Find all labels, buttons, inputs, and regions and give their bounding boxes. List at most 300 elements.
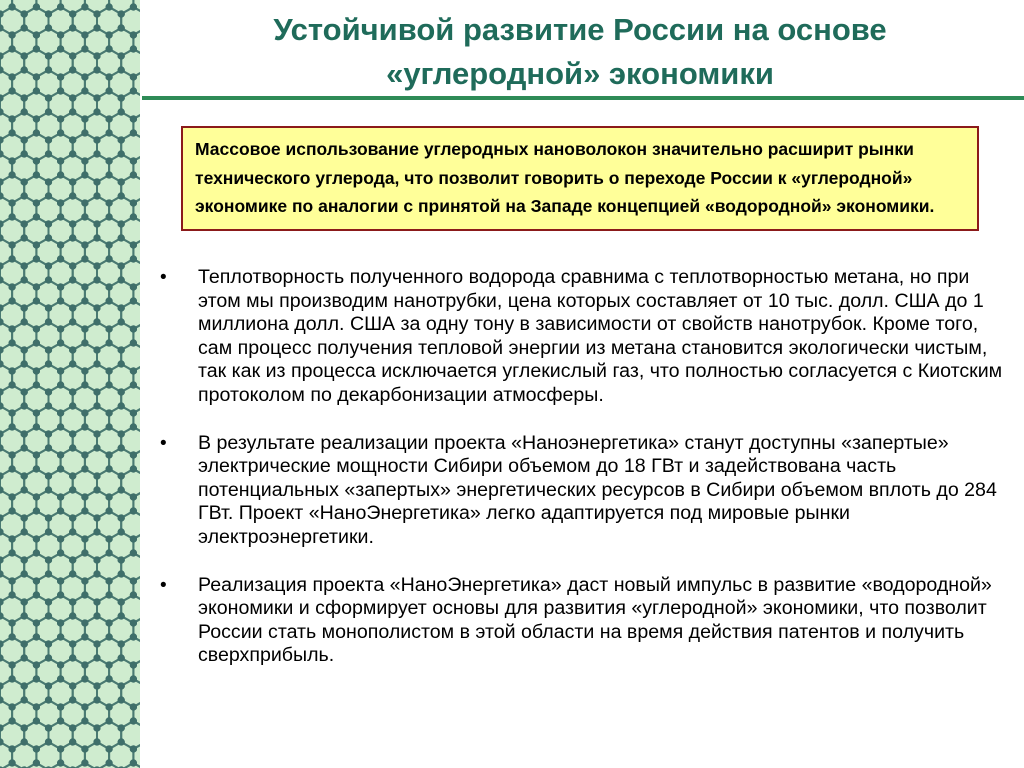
lattice-atom (130, 325, 137, 332)
lattice-atom (93, 696, 100, 703)
lattice-hexagon (121, 679, 140, 707)
lattice-atom (93, 150, 100, 157)
lattice-hexagon (121, 175, 140, 203)
lattice-atom (21, 262, 28, 269)
lattice-atom (33, 213, 40, 220)
lattice-atom (45, 346, 52, 353)
lattice-atom (69, 570, 76, 577)
lattice-atom (106, 255, 113, 262)
lattice-atom (81, 465, 88, 472)
lattice-atom (45, 66, 52, 73)
lattice-atom (130, 381, 137, 388)
lattice-atom (69, 66, 76, 73)
lattice-atom (130, 213, 137, 220)
lattice-atom (45, 388, 52, 395)
lattice-atom (106, 157, 113, 164)
lattice-atom (9, 367, 16, 374)
lattice-atom (9, 633, 16, 640)
lattice-atom (57, 381, 64, 388)
lattice-atom (57, 409, 64, 416)
lattice-atom (45, 402, 52, 409)
lattice-atom (45, 514, 52, 521)
lattice-atom (45, 220, 52, 227)
lattice-atom (21, 570, 28, 577)
lattice-atom (45, 108, 52, 115)
lattice-atom (9, 283, 16, 290)
lattice-atom (69, 444, 76, 451)
callout-box: Массовое использование углеродных нановолокон значительно расширит рынки технического углерода, что позволит говорить о переходе России к «углеродной» экономике по аналогии с принятой на Западе концепцией «водородной» экономики. (181, 126, 979, 231)
lattice-atom (81, 45, 88, 52)
lattice-atom (57, 703, 64, 710)
lattice-atom (45, 570, 52, 577)
lattice-atom (45, 556, 52, 563)
lattice-atom (33, 367, 40, 374)
lattice-atom (21, 220, 28, 227)
lattice-atom (9, 675, 16, 682)
lattice-atom (118, 220, 125, 227)
lattice-atom (21, 360, 28, 367)
lattice-atom (81, 703, 88, 710)
lattice-atom (69, 514, 76, 521)
lattice-atom (118, 304, 125, 311)
lattice-atom (57, 577, 64, 584)
lattice-atom (33, 325, 40, 332)
lattice-atom (81, 549, 88, 556)
lattice-atom (9, 31, 16, 38)
lattice-atom (21, 598, 28, 605)
lattice-atom (69, 696, 76, 703)
bullet-text: Реализация проекта «НаноЭнергетика» даст новый импульс в развитие «водородной» экономики и сформирует основы для развития «углеродной» экономики, что позволит России стать монополистом в этой области на время действия патентов и получить сверхприбыль. (198, 573, 992, 667)
lattice-atom (21, 66, 28, 73)
lattice-atom (93, 570, 100, 577)
lattice-atom (45, 430, 52, 437)
lattice-atom (33, 451, 40, 458)
lattice-atom (45, 304, 52, 311)
lattice-atom (9, 759, 16, 766)
lattice-atom (33, 465, 40, 472)
lattice-atom (45, 52, 52, 59)
lattice-atom (81, 759, 88, 766)
lattice-atom (93, 234, 100, 241)
lattice-atom (57, 241, 64, 248)
lattice-atom (21, 640, 28, 647)
lattice-atom (33, 73, 40, 80)
lattice-atom (45, 724, 52, 731)
lattice-atom (118, 738, 125, 745)
lattice-atom (21, 654, 28, 661)
title-line-2: «углеродной» экономики (386, 56, 774, 91)
lattice-atom (69, 388, 76, 395)
title-line-1: Устойчивой развитие России на основе (273, 12, 887, 47)
lattice-atom (33, 549, 40, 556)
lattice-atom (45, 360, 52, 367)
lattice-atom (57, 297, 64, 304)
lattice-atom (93, 360, 100, 367)
title-divider (142, 96, 1024, 100)
lattice-atom (45, 318, 52, 325)
lattice-atom (118, 472, 125, 479)
lattice-atom (33, 283, 40, 290)
lattice-hexagon (121, 385, 140, 413)
lattice-atom (81, 115, 88, 122)
lattice-atom (21, 528, 28, 535)
lattice-atom (93, 66, 100, 73)
lattice-atom (9, 87, 16, 94)
lattice-hexagon (121, 469, 140, 497)
lattice-atom (33, 633, 40, 640)
lattice-atom (9, 157, 16, 164)
lattice-atom (118, 640, 125, 647)
nanotube-lattice-graphic (0, 0, 140, 768)
lattice-atom (118, 486, 125, 493)
lattice-atom (81, 745, 88, 752)
lattice-atom (81, 367, 88, 374)
lattice-atom (93, 24, 100, 31)
lattice-atom (57, 717, 64, 724)
lattice-atom (69, 52, 76, 59)
lattice-atom (69, 472, 76, 479)
lattice-atom (93, 472, 100, 479)
lattice-atom (21, 304, 28, 311)
lattice-atom (118, 528, 125, 535)
lattice-atom (57, 171, 64, 178)
lattice-atom (106, 31, 113, 38)
lattice-atom (118, 108, 125, 115)
lattice-hexagon (121, 7, 140, 35)
lattice-atom (57, 549, 64, 556)
lattice-atom (130, 465, 137, 472)
lattice-atom (93, 304, 100, 311)
lattice-atom (69, 24, 76, 31)
lattice-atom (81, 213, 88, 220)
bullet-list (160, 266, 1005, 692)
lattice-atom (21, 612, 28, 619)
lattice-atom (69, 612, 76, 619)
lattice-atom (130, 633, 137, 640)
lattice-atom (106, 199, 113, 206)
lattice-atom (33, 661, 40, 668)
lattice-atom (57, 45, 64, 52)
list-item (160, 266, 1005, 408)
lattice-atom (9, 493, 16, 500)
lattice-atom (118, 570, 125, 577)
lattice-atom (57, 325, 64, 332)
lattice-atom (69, 640, 76, 647)
lattice-atom (33, 45, 40, 52)
lattice-atom (93, 654, 100, 661)
lattice-atom (130, 157, 137, 164)
lattice-atom (57, 591, 64, 598)
lattice-atom (81, 199, 88, 206)
lattice-atom (106, 129, 113, 136)
lattice-atom (57, 339, 64, 346)
lattice-atom (118, 430, 125, 437)
lattice-atom (93, 220, 100, 227)
lattice-atom (93, 388, 100, 395)
lattice-atom (45, 276, 52, 283)
lattice-hexagon (121, 553, 140, 581)
lattice-atom (81, 31, 88, 38)
lattice-atom (57, 129, 64, 136)
lattice-atom (69, 430, 76, 437)
lattice-atom (106, 381, 113, 388)
lattice-atom (93, 318, 100, 325)
lattice-atom (21, 94, 28, 101)
lattice-atom (130, 451, 137, 458)
lattice-atom (69, 220, 76, 227)
lattice-atom (106, 661, 113, 668)
lattice-hexagon (121, 637, 140, 665)
lattice-atom (21, 682, 28, 689)
lattice-atom (81, 633, 88, 640)
lattice-hexagon (121, 259, 140, 287)
lattice-atom (9, 661, 16, 668)
lattice-atom (106, 675, 113, 682)
lattice-atom (21, 402, 28, 409)
lattice-atom (81, 507, 88, 514)
lattice-atom (130, 297, 137, 304)
lattice-atom (45, 682, 52, 689)
lattice-atom (118, 94, 125, 101)
lattice-atom (130, 675, 137, 682)
lattice-atom (118, 402, 125, 409)
lattice-atom (33, 493, 40, 500)
lattice-atom (57, 255, 64, 262)
lattice-atom (9, 129, 16, 136)
lattice-atom (93, 486, 100, 493)
lattice-atom (9, 507, 16, 514)
lattice-atom (118, 654, 125, 661)
lattice-atom (81, 423, 88, 430)
lattice-atom (33, 759, 40, 766)
lattice-atom (69, 108, 76, 115)
lattice-atom (9, 703, 16, 710)
lattice-atom (9, 409, 16, 416)
lattice-atom (9, 339, 16, 346)
lattice-atom (57, 619, 64, 626)
lattice-atom (9, 423, 16, 430)
lattice-atom (106, 535, 113, 542)
lattice-atom (81, 339, 88, 346)
lattice-atom (21, 150, 28, 157)
lattice-atom (130, 423, 137, 430)
lattice-atom (93, 192, 100, 199)
lattice-atom (69, 192, 76, 199)
lattice-atom (45, 696, 52, 703)
lattice-atom (9, 717, 16, 724)
lattice-atom (9, 381, 16, 388)
lattice-atom (33, 171, 40, 178)
lattice-atom (33, 87, 40, 94)
lattice-atom (118, 66, 125, 73)
lattice-atom (45, 192, 52, 199)
lattice-atom (21, 696, 28, 703)
lattice-atom (106, 507, 113, 514)
lattice-atom (130, 31, 137, 38)
lattice-atom (33, 129, 40, 136)
lattice-atom (106, 73, 113, 80)
lattice-atom (9, 297, 16, 304)
lattice-atom (93, 346, 100, 353)
lattice-atom (57, 367, 64, 374)
lattice-atom (130, 3, 137, 10)
lattice-atom (9, 325, 16, 332)
lattice-atom (118, 388, 125, 395)
lattice-atom (45, 640, 52, 647)
lattice-atom (57, 283, 64, 290)
lattice-atom (81, 577, 88, 584)
lattice-atom (9, 549, 16, 556)
lattice-atom (130, 409, 137, 416)
nanotube-lattice-image (0, 0, 140, 768)
lattice-atom (93, 94, 100, 101)
lattice-atom (21, 136, 28, 143)
lattice-atom (57, 759, 64, 766)
lattice-atom (33, 3, 40, 10)
lattice-atom (57, 465, 64, 472)
lattice-atom (106, 759, 113, 766)
lattice-atom (106, 619, 113, 626)
lattice-hexagon (121, 91, 140, 119)
lattice-atom (69, 654, 76, 661)
list-item (160, 432, 1005, 550)
lattice-atom (33, 577, 40, 584)
lattice-atom (130, 129, 137, 136)
lattice-atom (21, 738, 28, 745)
lattice-atom (93, 682, 100, 689)
lattice-atom (81, 255, 88, 262)
lattice-atom (45, 136, 52, 143)
lattice-atom (57, 493, 64, 500)
lattice-atom (9, 465, 16, 472)
lattice-atom (130, 703, 137, 710)
lattice-atom (45, 178, 52, 185)
lattice-atom (33, 339, 40, 346)
lattice-atom (69, 94, 76, 101)
lattice-atom (118, 598, 125, 605)
lattice-atom (33, 619, 40, 626)
lattice-atom (130, 255, 137, 262)
lattice-atom (69, 318, 76, 325)
lattice-atom (93, 136, 100, 143)
lattice-atom (130, 199, 137, 206)
lattice-atom (81, 283, 88, 290)
lattice-atom (33, 199, 40, 206)
lattice-atom (81, 591, 88, 598)
bullet-text: Теплотворность полученного водорода сравнима с теплотворностью метана, но при этом мы производим нанотрубки, цена которых составляет от 10 тыс. долл. США до 1 миллиона долл. США за одну тону в зависимости от свойств нанотрубок. Кроме того, сам процесс получения тепловой энергии из метана становится экологически чистым, так как из процесса исключается углекислый газ, что полностью согласуется с Киотским протоколом по декарбонизации атмосферы. (198, 266, 1003, 406)
lattice-atom (130, 535, 137, 542)
lattice-atom (130, 241, 137, 248)
lattice-atom (33, 745, 40, 752)
lattice-atom (69, 262, 76, 269)
lattice-atom (81, 717, 88, 724)
lattice-atom (93, 598, 100, 605)
lattice-atom (130, 507, 137, 514)
lattice-atom (106, 283, 113, 290)
lattice-atom (21, 10, 28, 17)
lattice-atom (93, 514, 100, 521)
lattice-atom (93, 444, 100, 451)
lattice-atom (45, 654, 52, 661)
lattice-atom (130, 367, 137, 374)
lattice-atom (9, 199, 16, 206)
lattice-atom (118, 10, 125, 17)
lattice-atom (81, 325, 88, 332)
lattice-atom (118, 136, 125, 143)
lattice-atom (9, 535, 16, 542)
lattice-atom (130, 283, 137, 290)
lattice-hexagon (121, 595, 140, 623)
lattice-atom (93, 178, 100, 185)
lattice-atom (45, 472, 52, 479)
lattice-atom (33, 423, 40, 430)
lattice-atom (106, 591, 113, 598)
lattice-hexagon (121, 217, 140, 245)
lattice-atom (130, 745, 137, 752)
lattice-atom (21, 346, 28, 353)
lattice-atom (69, 738, 76, 745)
lattice-atom (9, 619, 16, 626)
lattice-atom (118, 192, 125, 199)
lattice-hexagon (121, 427, 140, 455)
lattice-atom (21, 24, 28, 31)
lattice-atom (33, 31, 40, 38)
lattice-atom (33, 115, 40, 122)
lattice-atom (93, 10, 100, 17)
bullet-dot: • (160, 432, 167, 454)
lattice-atom (93, 640, 100, 647)
lattice-atom (69, 10, 76, 17)
lattice-atom (118, 696, 125, 703)
lattice-atom (81, 87, 88, 94)
lattice-atom (57, 507, 64, 514)
lattice-atom (118, 24, 125, 31)
lattice-atom (21, 444, 28, 451)
lattice-atom (81, 241, 88, 248)
lattice-atom (69, 682, 76, 689)
lattice-atom (9, 451, 16, 458)
lattice-atom (93, 738, 100, 745)
lattice-atom (106, 213, 113, 220)
lattice-atom (93, 724, 100, 731)
lattice-atom (93, 108, 100, 115)
lattice-atom (57, 745, 64, 752)
lattice-atom (69, 486, 76, 493)
lattice-atom (118, 262, 125, 269)
list-item (160, 574, 1005, 668)
lattice-atom (57, 73, 64, 80)
lattice-atom (45, 262, 52, 269)
lattice-atom (69, 136, 76, 143)
lattice-atom (33, 409, 40, 416)
lattice-atom (45, 598, 52, 605)
lattice-atom (45, 234, 52, 241)
lattice-atom (9, 171, 16, 178)
lattice-atom (106, 241, 113, 248)
lattice-atom (45, 24, 52, 31)
lattice-atom (106, 633, 113, 640)
page-title (150, 8, 1010, 96)
lattice-atom (45, 528, 52, 535)
lattice-atom (45, 94, 52, 101)
lattice-atom (130, 45, 137, 52)
lattice-atom (57, 157, 64, 164)
lattice-atom (81, 409, 88, 416)
lattice-atom (81, 73, 88, 80)
lattice-atom (93, 402, 100, 409)
lattice-atom (106, 3, 113, 10)
lattice-atom (33, 241, 40, 248)
